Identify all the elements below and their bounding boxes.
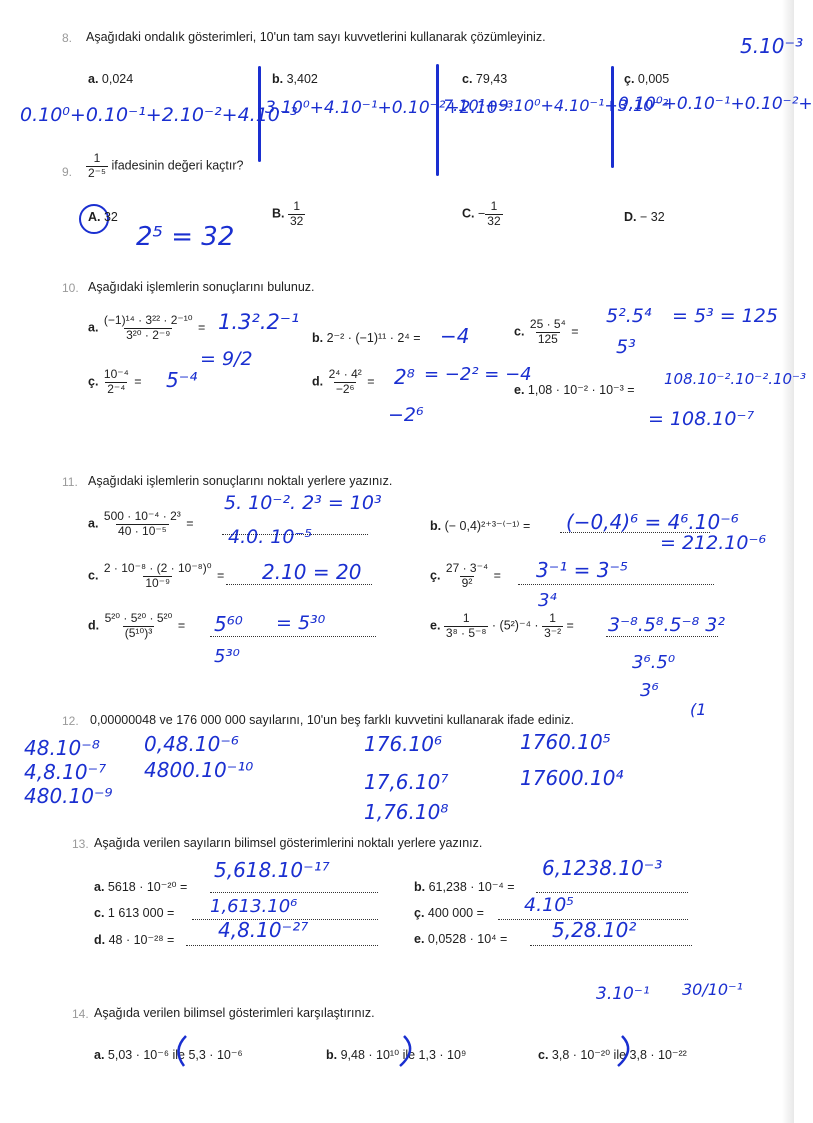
q11-a-label: a. [88,516,99,531]
q9-opt-a-label[interactable]: A. [88,210,101,224]
q11-d-fraction: $\frac{\text{27 · 3⁻⁴}}{\text{9²}}$ [445,561,489,590]
q14-text: Aşağıda verilen bilimsel gösterimleri karşılaştırınız. [94,1006,375,1020]
q13-a-label: a. [94,880,105,894]
q11-d-hw-1: 3⁻¹ = 3⁻⁵ [536,558,629,582]
q10-f-label: e. [514,383,525,397]
q13-a-expr: 5618 · 10⁻²⁰ = [107,880,188,894]
q11-b-hw-2: = 212.10⁻⁶ [660,532,767,554]
q14-c-label: c. [538,1048,549,1062]
q13-b-hw: 6,1238.10⁻³ [542,856,663,880]
q10-b-label: b. [312,331,324,345]
q11-d-hw-2: 3⁴ [538,590,557,611]
q13-e-label: d. [94,933,106,947]
q11-f-hw-1: 3⁻⁸.5⁸.5⁻⁸ 3² [608,614,725,636]
q10-e-fraction: $\frac{\text{2⁴ · 4²}}{\text{−2⁶}}$ [328,367,362,396]
q10-c-fraction: $\frac{\text{25 · 5⁴}}{125}$ [529,317,566,346]
q8-d-value: 0,005 [637,72,670,86]
q13-b-label: b. [414,880,426,894]
q8-corner-handwritten: 5.10⁻³ [740,34,804,58]
q8-c-handwritten: 7.10¹+9.10⁰+4.10⁻¹+3.10⁻² [443,96,669,115]
q9-opt-c-fraction: $\frac{1}{32}$ [487,199,501,228]
q9-opt-c-sign: − [477,206,486,221]
q11-e-fraction: $\frac{\text{5²⁰ · 5²⁰ · 5²⁰}}{\text{(5¹⁰)³}}$ [104,611,173,640]
q8-a-label: a. [88,72,99,86]
q11-e-label: d. [88,618,100,633]
q10-e-hw-1: 2⁸ [394,365,415,389]
q13-b-expr: 61,238 · 10⁻⁴ = [428,880,515,894]
q8-d-label: ç. [624,72,635,86]
q10-e-hw-2: −2⁶ [388,404,424,426]
q10-f-hw-1: 108.10⁻².10⁻².10⁻³ [664,370,806,388]
q8-c-label: c. [462,72,473,86]
q9-opt-d-label[interactable]: D. [624,210,637,224]
q13-c-label: c. [94,906,105,920]
q12-text: 0,00000048 ve 176 000 000 sayılarını, 10'un beş farklı kuvvetini kullanarak ifade ediniz. [90,713,574,727]
q10-d-hw: 5⁻⁴ [166,368,198,392]
q11-a-hw-1: 5. 10⁻². 2³ = 10³ [224,492,382,514]
q11-b-expr: (− 0,4)²⁺³⁻⁽⁻¹⁾ = [444,519,531,533]
q8-a-value: 0,024 [101,72,134,86]
q10-c-label: c. [514,324,525,339]
q11-text: Aşağıdaki işlemlerin sonuçlarını noktalı yerlere yazınız. [88,474,393,488]
q9-opt-c-label[interactable]: C. [462,206,475,221]
q14-a-label: a. [94,1048,105,1062]
q10-a-hw-1: 1.3².2⁻¹ [218,310,300,334]
q13-text: Aşağıda verilen sayıların bilimsel gösterimlerini noktalı yerlere yazınız. [94,836,483,850]
q12-hw-7: 17,6.10⁷ [364,770,449,794]
q8-a-handwritten: 0.10⁰+0.10⁻¹+2.10⁻²+4.10⁻³ [20,104,298,126]
q13-e-expr: 48 · 10⁻²⁸ = [108,933,175,947]
q14-hw-2: 30/10⁻¹ [682,980,743,999]
q14-number: 14. [72,1007,89,1021]
q11-c-hw: 2.10 = 20 [262,560,362,584]
q9-opt-b-label[interactable]: B. [272,206,285,221]
q11-f-fraction-2: $\frac{1}{\text{3⁻²}}$ [544,611,562,640]
q12-hw-9: 1760.10⁵ [520,730,611,754]
q10-b-expr: 2⁻² · (−1)¹¹ · 2⁴ = [326,331,421,345]
q8-b-handwritten: 3.10⁰+4.10⁻¹+0.10⁻²+2.10⁻³ [265,98,514,118]
q12-number: 12. [62,714,79,728]
q14-c-expr: 3,8 · 10⁻²⁰ ile 3,8 · 10⁻²² [551,1048,687,1062]
q9-opt-d-value: − 32 [639,210,665,224]
q11-e-hw-3: = 5³⁰ [276,612,326,634]
q10-e-label: d. [312,374,324,389]
q11-c-label: c. [88,568,99,583]
q12-hw-8: 1,76.10⁸ [364,800,449,824]
q10-d-fraction: $\frac{\text{10⁻⁴}}{\text{2⁻⁴}}$ [103,367,129,396]
q11-e-hw-1: 5⁶⁰ [214,612,243,636]
q8-c-value: 79,43 [475,72,508,86]
q10-number: 10. [62,281,79,295]
q10-f-hw-2: = 108.10⁻⁷ [648,408,755,430]
q11-b-hw-1: (−0,4)⁶ = 4⁶.10⁻⁶ [566,510,739,534]
q9-handwritten: 2⁵ = 32 [136,222,235,252]
q10-b-hw: −4 [440,324,470,348]
q12-hw-1: 48.10⁻⁸ [24,736,100,760]
q13-d-hw: 4.10⁵ [524,894,574,916]
q14-b-label: b. [326,1048,338,1062]
q10-c-hw-1: 5².5⁴ [606,305,652,327]
q10-a-fraction: $\frac{\text{(−1)¹⁴ · 3²² · 2⁻¹⁰}}{\text{3²⁰ · 2⁻⁹}}$ [103,313,193,342]
q11-f-hw-3: 3⁶ [640,680,659,701]
q8-text: Aşağıdaki ondalık gösterimleri, 10'un tam sayı kuvvetlerini kullanarak çözümleyiniz. [86,30,546,44]
q8-b-value: 3,402 [286,72,318,86]
q13-c-expr: 1 613 000 = [107,906,175,920]
q12-hw-5: 4800.10⁻¹⁰ [144,758,254,782]
q11-a-fraction: $\frac{\text{500 · 10⁻⁴ · 2³}}{\text{40 · 10⁻⁵}}$ [103,509,181,538]
q12-hw-6: 176.10⁶ [364,732,442,756]
q8-b-label: b. [272,72,284,86]
q13-e-hw: 4,8.10⁻²⁷ [218,918,309,942]
q12-hw-2: 4,8.10⁻⁷ [24,760,107,784]
q10-d-label: ç. [88,374,99,389]
q10-c-hw-2: 5³ [616,336,636,358]
q11-d-label: ç. [430,568,441,583]
q9-fraction: $\frac{1}{\text{2⁻⁵}}$ [88,151,106,180]
q11-f-middle: · (5²)⁻⁴ · [491,618,539,633]
q11-number: 11. [62,475,78,489]
q13-f-expr: 0,0528 · 10⁴ = [427,932,508,946]
q11-f-label: e. [430,618,441,633]
q9-number: 9. [62,165,73,179]
q13-number: 13. [72,837,89,851]
q11-e-hw-2: 5³⁰ [214,646,240,667]
q10-e-hw-3: = −2² = −4 [424,364,532,385]
q10-text: Aşağıdaki işlemlerin sonuçlarını bulunuz. [88,280,315,294]
q9-opt-a-value: 32 [103,210,118,224]
q13-d-label: ç. [414,906,425,920]
q8-number: 8. [62,31,73,45]
q11-f-fraction-1: $\frac{1}{\text{3⁸ · 5⁻⁸}}$ [445,611,487,640]
q12-hw-10: 17600.10⁴ [520,766,624,790]
q13-f-hw: 5,28.10² [552,918,637,942]
q13-f-label: e. [414,932,425,946]
q9-text: ifadesinin değeri kaçtır? [111,158,244,173]
q12-hw-3: 480.10⁻⁹ [24,784,113,808]
q9-opt-b-fraction: $\frac{1}{32}$ [289,199,304,228]
q14-a-expr: 5,03 · 10⁻⁶ ile 5,3 · 10⁻⁶ [107,1048,243,1062]
q10-c-hw-3: = 5³ = 125 [672,305,778,327]
q13-d-expr: 400 000 = [427,906,484,920]
q12-hw-4: 0,48.10⁻⁶ [144,732,239,756]
q11-b-label: b. [430,519,442,533]
q11-f-hw-2: 3⁶.5⁰ [632,652,676,673]
q11-a-hw-2: 4.0. 10⁻⁵ [228,526,313,548]
q8-d-handwritten: 0.10⁰+0.10⁻¹+0.10⁻²+ [618,94,813,114]
q10-f-expr: 1,08 · 10⁻² · 10⁻³ = [527,383,635,397]
q10-a-hw-2: = 9/2 [200,348,253,370]
q10-a-label: a. [88,320,99,335]
q14-hw-1: 3.10⁻¹ [596,984,650,1004]
q13-a-hw: 5,618.10⁻¹⁷ [214,858,330,882]
q11-f-hw-4: (1 [690,700,707,719]
q14-b-expr: 9,48 · 10¹⁰ ile 1,3 · 10⁹ [340,1048,467,1062]
q11-c-fraction: $\frac{\text{2 · 10⁻⁸ · (2 · 10⁻⁸)⁰}}{\text{10⁻⁹}}$ [103,561,212,590]
q13-c-hw: 1,613.10⁶ [210,896,298,917]
